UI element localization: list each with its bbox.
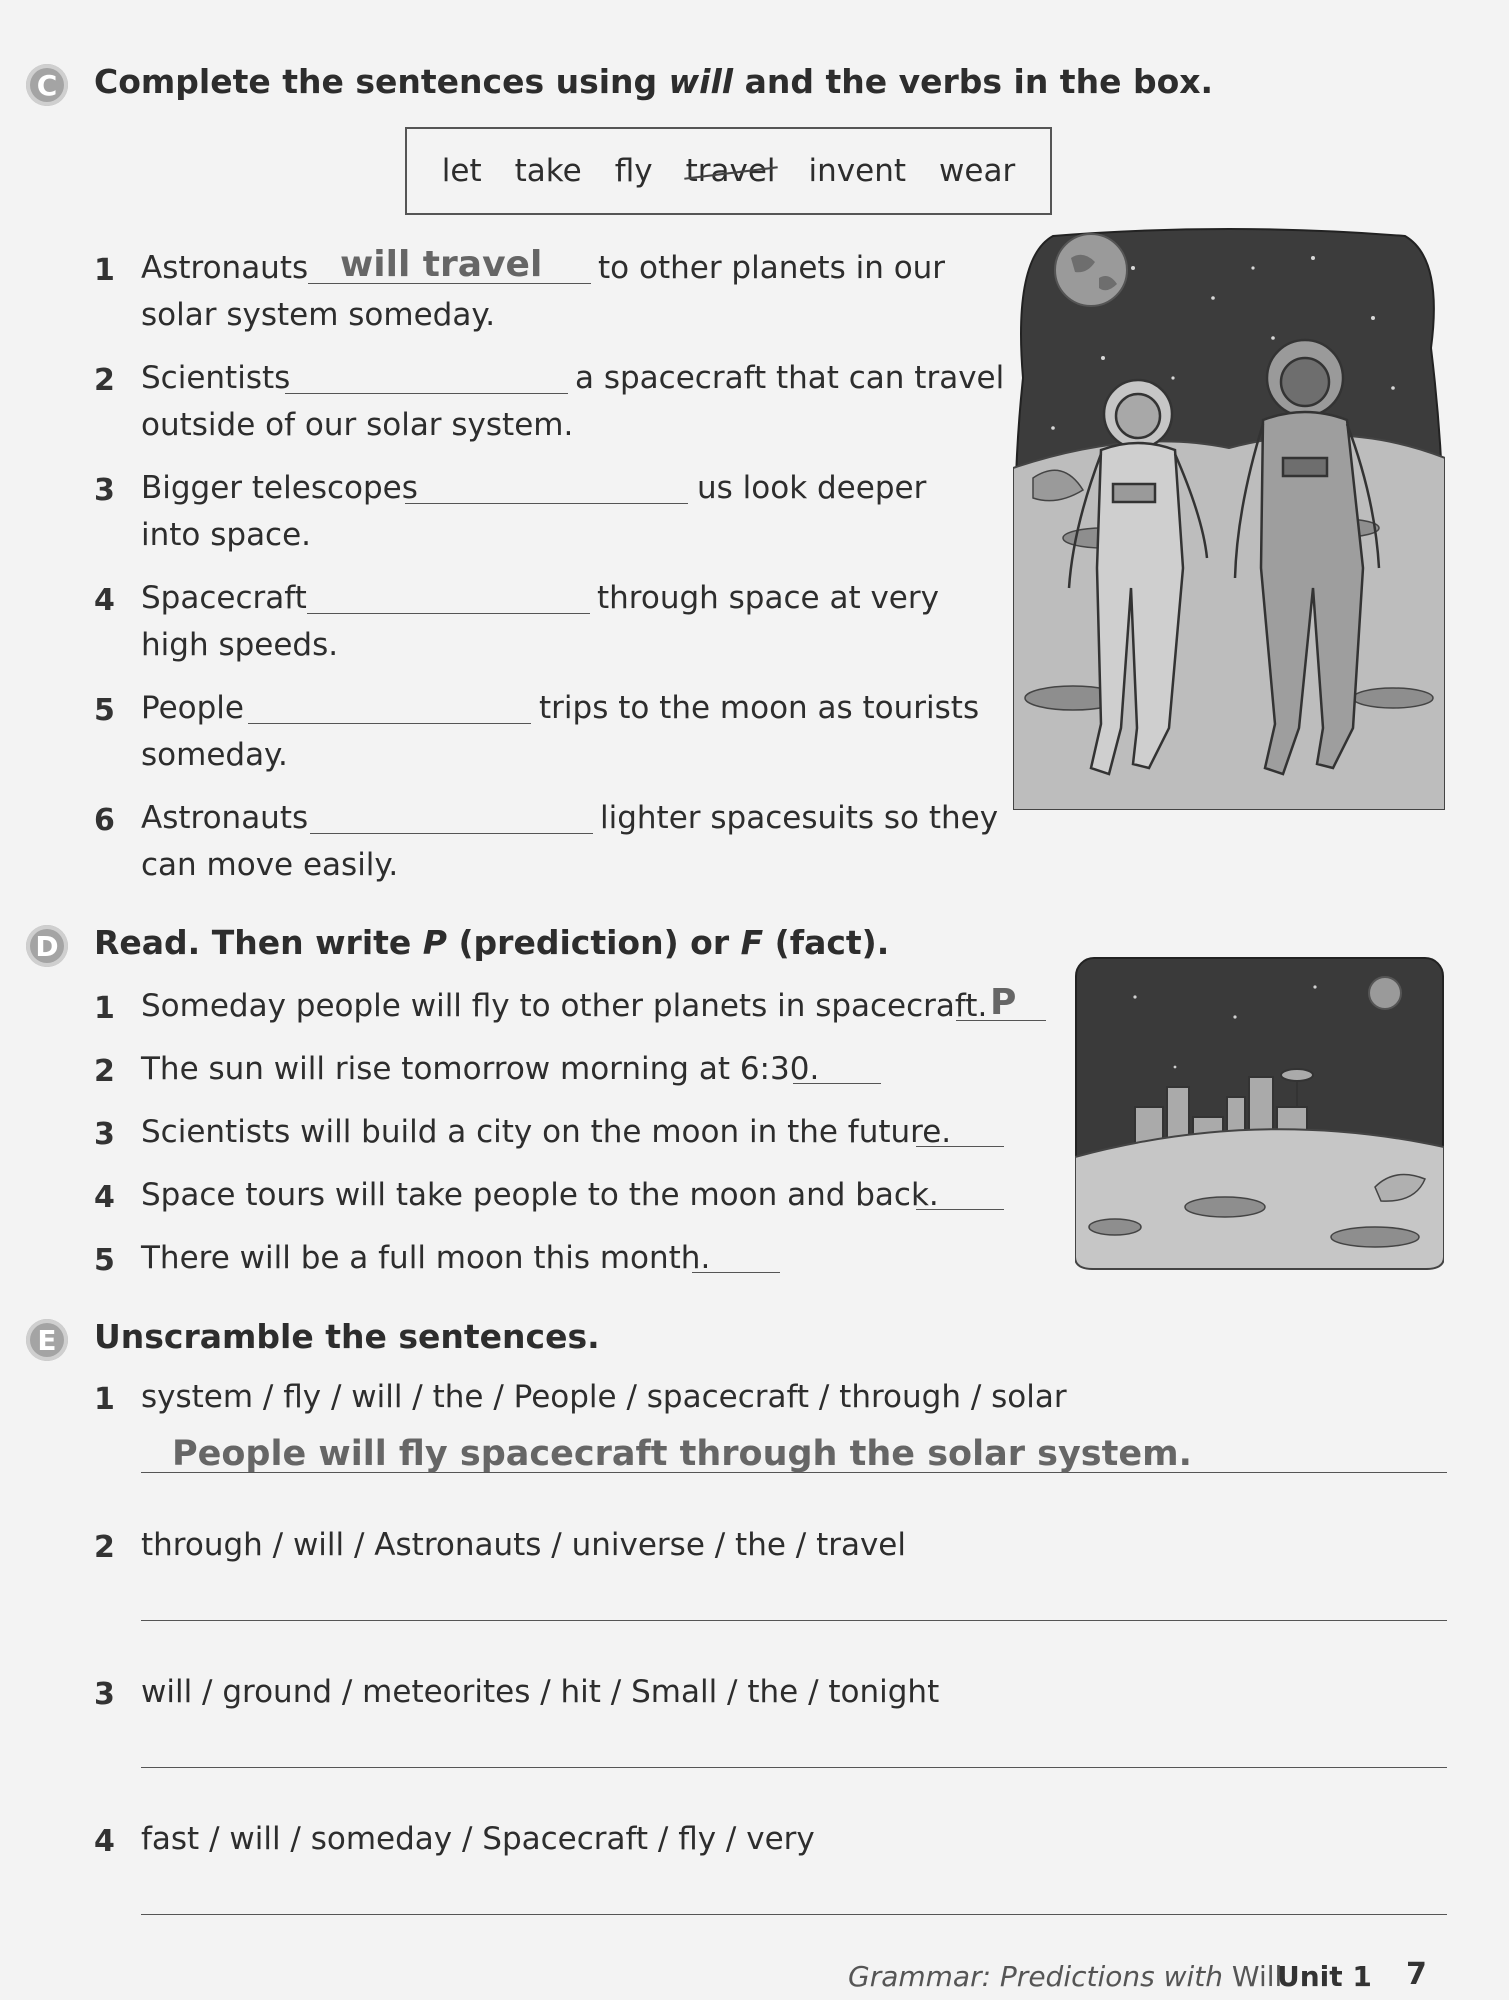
word-travel-crossed: travel — [685, 153, 776, 189]
c-item-after: lighter spacesuits so they — [600, 800, 999, 836]
c-item-before: Spacecraft — [141, 580, 307, 616]
d-item-text: Someday people will fly to other planets in spacecraft. — [141, 988, 988, 1024]
section-c-badge: C — [26, 64, 68, 106]
d-item-number: 2 — [94, 1054, 115, 1089]
word-fly: fly — [614, 153, 653, 189]
e-item-number: 4 — [94, 1824, 115, 1859]
d-answer-blank[interactable] — [916, 1146, 1004, 1147]
earth-icon — [1055, 234, 1127, 306]
c-item-number: 6 — [94, 803, 115, 838]
d-item-text: Space tours will take people to the moon and back. — [141, 1177, 939, 1213]
word-let: let — [441, 153, 482, 189]
d-item-text: Scientists will build a city on the moon in the future. — [141, 1114, 952, 1150]
e-answer-text: People will fly spacecraft through the solar system. — [172, 1434, 1192, 1474]
c-item-before: Bigger telescopes — [141, 470, 418, 506]
c-item-line2: solar system someday. — [141, 297, 496, 333]
c-item-after: us look deeper — [697, 470, 927, 506]
d-item-text: The sun will rise tomorrow morning at 6:30. — [141, 1051, 820, 1087]
d-answer-blank[interactable] — [692, 1272, 780, 1273]
section-d-badge: D — [26, 925, 68, 967]
e-item-number: 3 — [94, 1677, 115, 1712]
section-e-title: Unscramble the sentences. — [94, 1317, 600, 1356]
c-item-line2: can move easily. — [141, 847, 399, 883]
d-item-number: 5 — [94, 1243, 115, 1278]
word-box — [405, 127, 1052, 215]
d-answer-blank[interactable] — [793, 1083, 881, 1084]
c-item-number: 2 — [94, 363, 115, 398]
e-item-words: system / fly / will / the / People / spacecraft / through / solar — [141, 1379, 1067, 1415]
d-answer-blank[interactable] — [916, 1209, 1004, 1210]
c-answer-blank[interactable] — [248, 723, 531, 724]
c-item-before: Astronauts — [141, 800, 309, 836]
c-answer-blank[interactable] — [310, 833, 593, 834]
e-item-words: will / ground / meteorites / hit / Small / the / tonight — [141, 1674, 940, 1710]
d-item-number: 4 — [94, 1180, 115, 1215]
e-item-words: fast / will / someday / Spacecraft / fly / very — [141, 1821, 815, 1857]
e-answer-line[interactable] — [141, 1914, 1447, 1915]
earth-icon — [1369, 977, 1401, 1009]
c-item-before: People — [141, 690, 244, 726]
d-item-text: There will be a full moon this month. — [141, 1240, 711, 1276]
c-item-before: Scientists — [141, 360, 291, 396]
c-item-number: 3 — [94, 473, 115, 508]
c-answer-blank[interactable] — [285, 393, 568, 394]
word-take: take — [514, 153, 582, 189]
section-e-badge: E — [26, 1319, 68, 1361]
c-item-number: 4 — [94, 583, 115, 618]
e-item-words: through / will / Astronauts / universe / the / travel — [141, 1527, 906, 1563]
c-item-line2: into space. — [141, 517, 312, 553]
c-item-after: trips to the moon as tourists — [539, 690, 980, 726]
e-answer-line[interactable] — [141, 1620, 1447, 1621]
c-item-after: to other planets in our — [598, 250, 946, 286]
c-item-number: 1 — [94, 253, 115, 288]
d-item-number: 1 — [94, 991, 115, 1026]
c-answer-text: will travel — [340, 244, 543, 285]
c-item-line2: high speeds. — [141, 627, 339, 663]
c-item-before: Astronauts — [141, 250, 309, 286]
footer-unit: Unit 1 — [1277, 1960, 1372, 1993]
footer-topic: Grammar: Predictions with Will — [848, 1960, 1283, 1993]
section-d-title: Read. Then write P (prediction) or F (fact). — [94, 923, 890, 962]
section-c-title: Complete the sentences using will and the verbs in the box. — [94, 62, 1214, 101]
page-number: 7 — [1406, 1957, 1427, 1992]
e-answer-line[interactable] — [141, 1767, 1447, 1768]
c-item-line2: outside of our solar system. — [141, 407, 574, 443]
e-item-number: 1 — [94, 1382, 115, 1417]
d-item-number: 3 — [94, 1117, 115, 1152]
c-answer-blank[interactable] — [405, 503, 688, 504]
e-item-number: 2 — [94, 1530, 115, 1565]
word-wear: wear — [939, 153, 1016, 189]
moon-city-illustration — [1075, 957, 1444, 1270]
c-item-line2: someday. — [141, 737, 288, 773]
c-item-after: a spacecraft that can travel — [575, 360, 1005, 396]
c-answer-blank[interactable] — [307, 613, 590, 614]
c-item-number: 5 — [94, 693, 115, 728]
astronauts-illustration — [1013, 228, 1445, 810]
word-invent: invent — [808, 153, 907, 189]
c-item-after: through space at very — [597, 580, 939, 616]
d-answer-text: P — [990, 982, 1017, 1023]
